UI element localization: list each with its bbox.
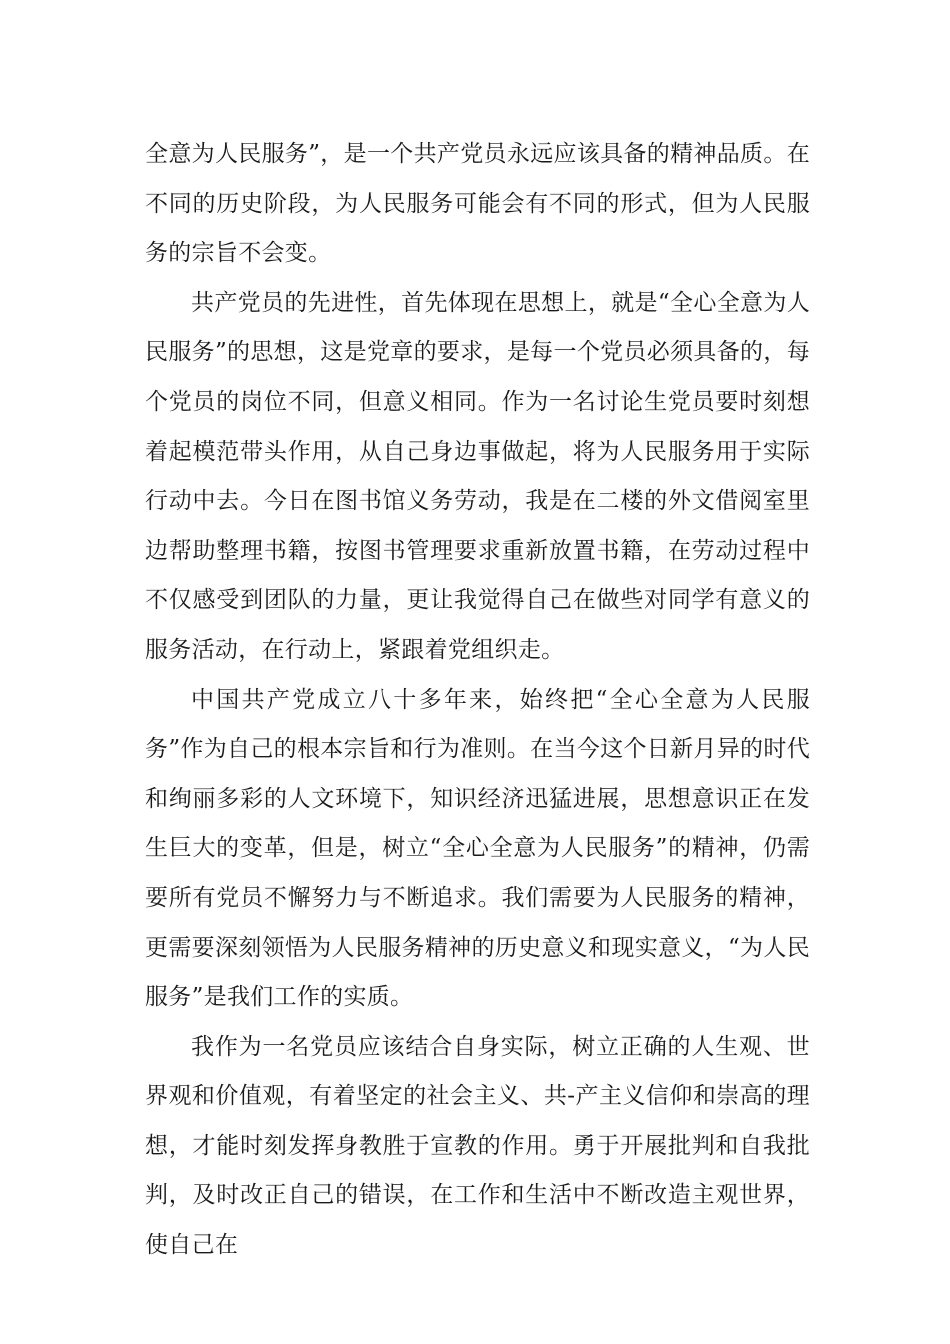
paragraph-continuation: 全意为人民服务”，是一个共产党员永远应该具备的精神品质。在不同的历史阶段，为人民服务可能会有不同的形式，但为人民服务的宗旨不会变。 — [145, 141, 810, 267]
paragraph-personal-commitment: 我作为一名党员应该结合自身实际，树立正确的人生观、世界观和价值观，有着坚定的社会主义、共-产主义信仰和崇高的理想，才能时刻发挥身教胜于宣教的作用。勇于开展批判和自我批判，及时改正自己的错误，在工作和生活中不断改造主观世界，使自己在 — [145, 1033, 810, 1259]
document-body — [145, 130, 810, 1271]
paragraph-pioneering-nature: 共产党员的先进性，首先体现在思想上，就是“全心全意为人民服务”的思想，这是党章的要求，是每一个党员必须具备的，每个党员的岗位不同，但意义相同。作为一名讨论生党员要时刻想着起模范带头作用，从自己身边事做起，将为人民服务用于实际行动中去。今日在图书馆义务劳动，我是在二楼的外文借阅室里边帮助整理书籍，按图书管理要求重新放置书籍，在劳动过程中不仅感受到团队的力量，更让我觉得自己在做些对同学有意义的服务活动，在行动上，紧跟着党组织走。 — [145, 289, 810, 663]
paragraph-party-history: 中国共产党成立八十多年来，始终把“全心全意为人民服务”作为自己的根本宗旨和行为准则。在当今这个日新月异的时代和绚丽多彩的人文环境下，知识经济迅猛进展，思想意识正在发生巨大的变革，但是，树立“全心全意为人民服务”的精神，仍需要所有党员不懈努力与不断追求。我们需要为人民服务的精神，更需要深刻领悟为人民服务精神的历史意义和现实意义，“为人民服务”是我们工作的实质。 — [145, 686, 810, 1011]
